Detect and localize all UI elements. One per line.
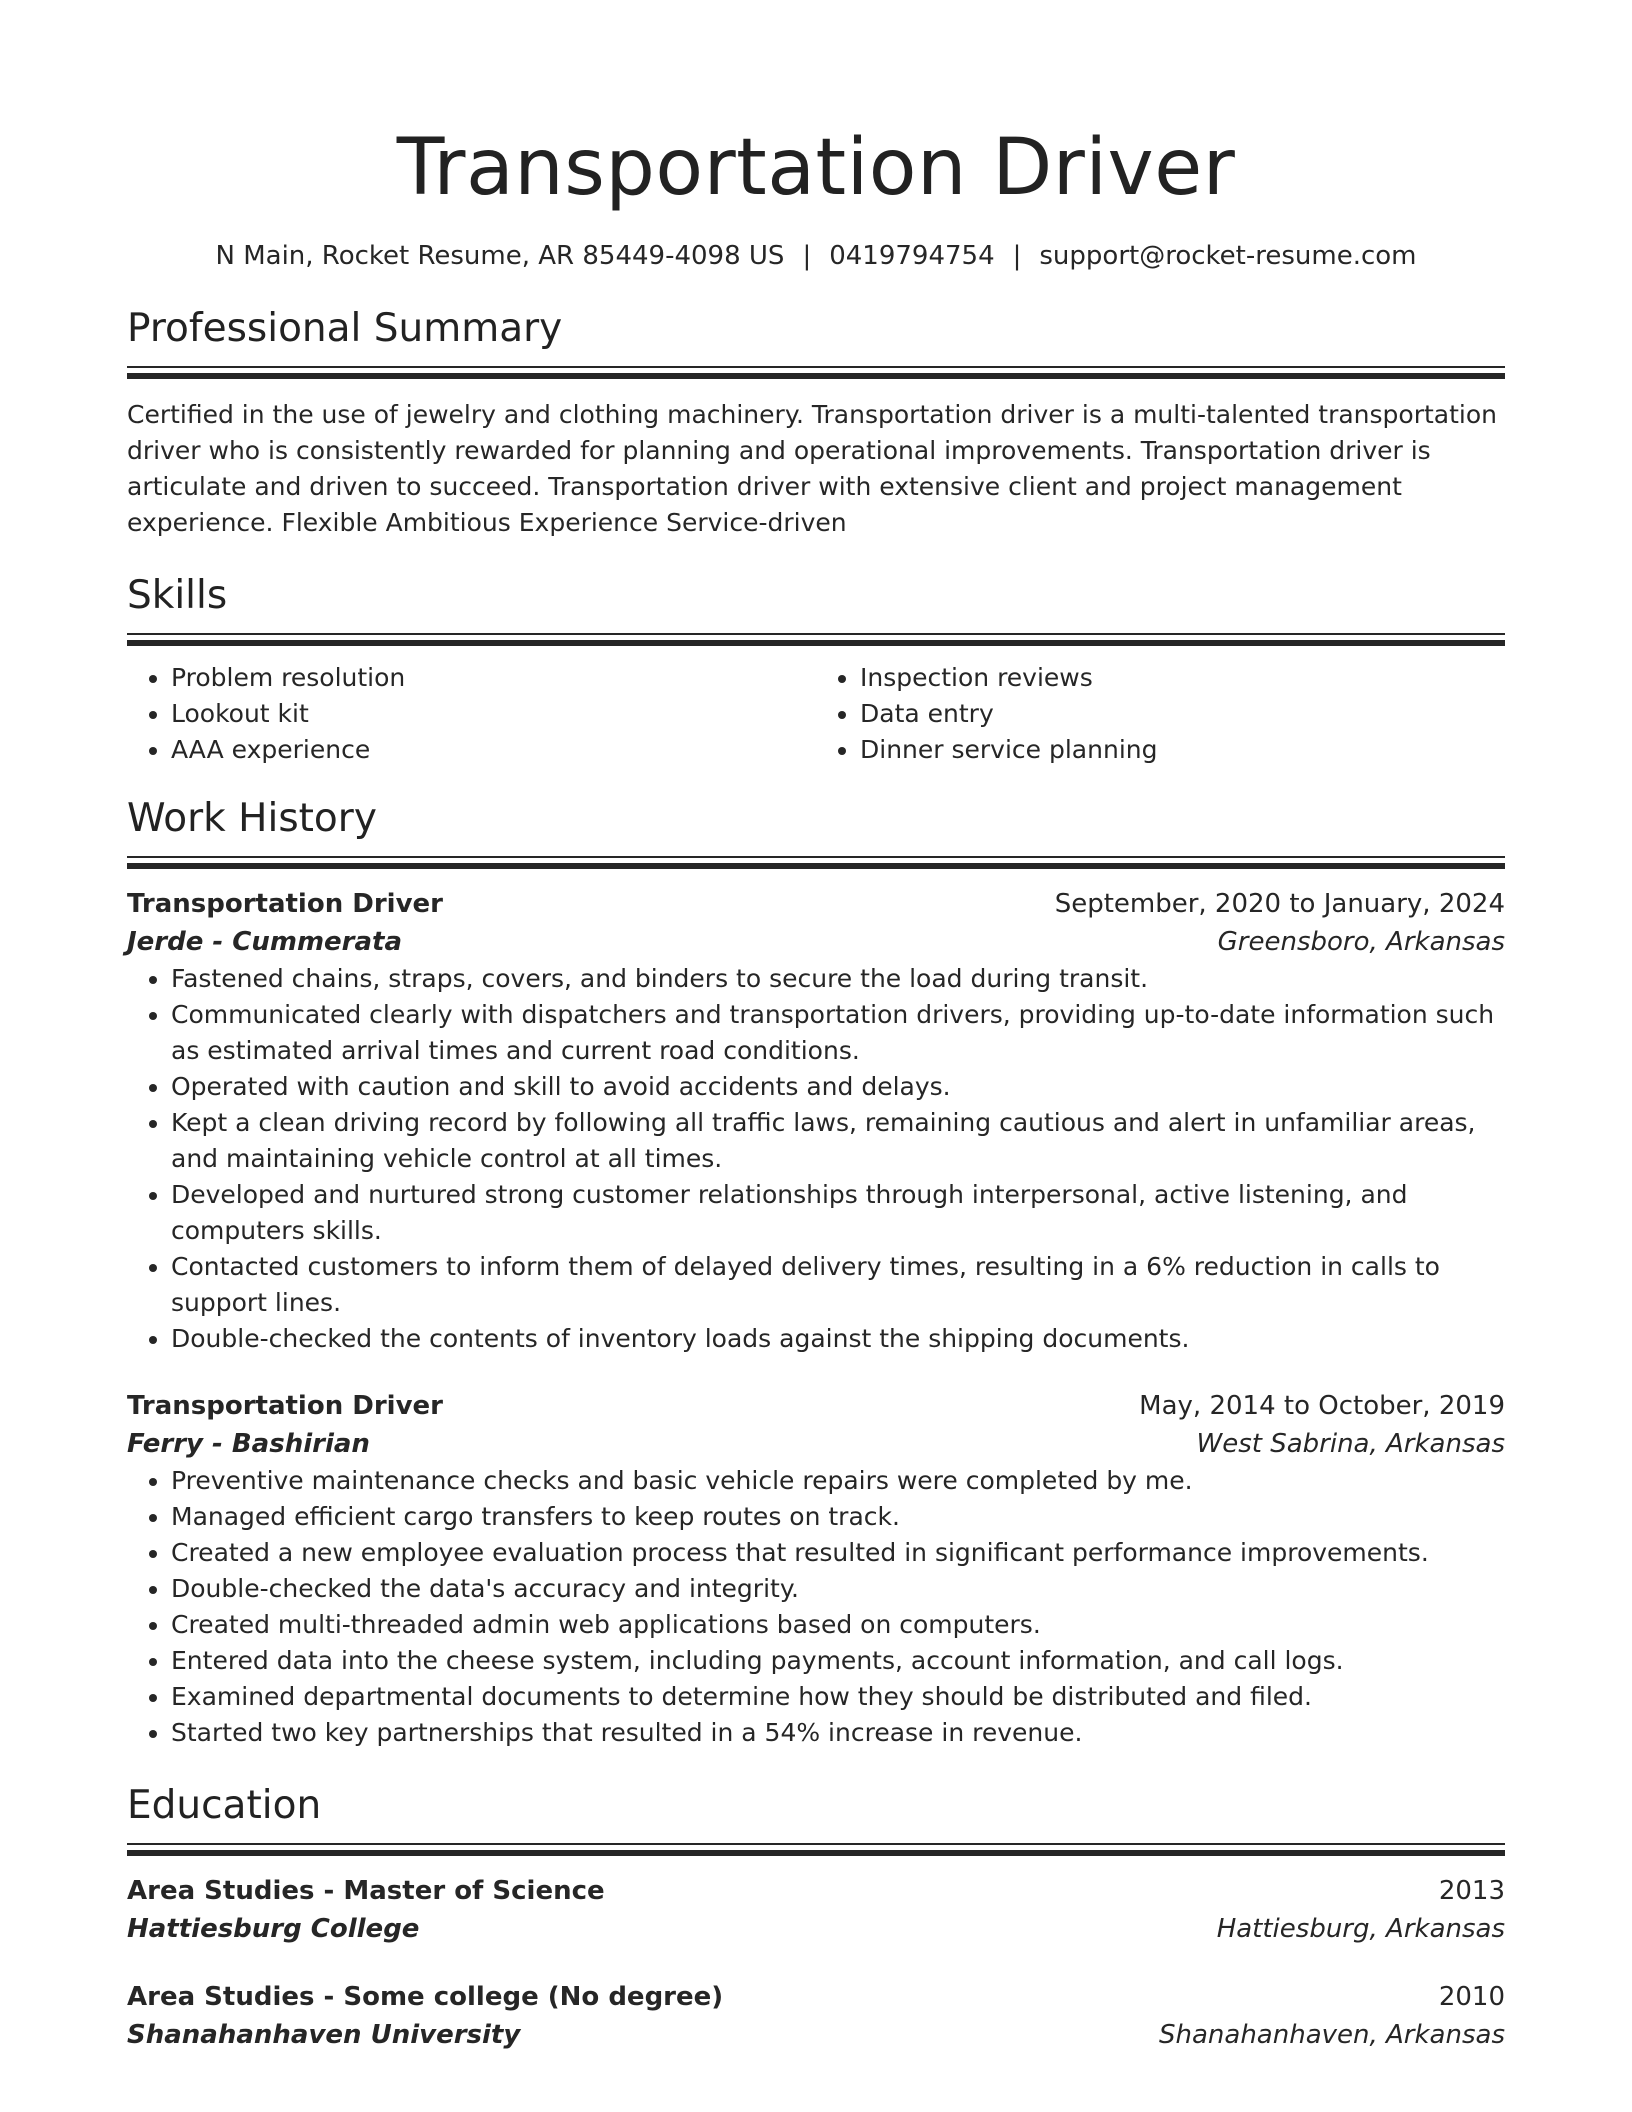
education-year: 2010 [1438,1982,1505,2012]
skill-item: • Data entry [860,696,1505,732]
job-bullet: • Entered data into the cheese system, including payments, account information, and call logs. [171,1643,1505,1679]
job-company: Jerde - Cummerata [127,927,403,957]
job-bullet: • Examined departmental documents to determine how they should be distributed and filed. [171,1679,1505,1715]
summary-section [127,304,1505,541]
section-divider [127,366,1505,368]
job-dates: May, 2014 to October, 2019 [1139,1391,1505,1421]
education-degree: Area Studies - Some college (No degree) [127,1982,724,2012]
resume-name: Transportation Driver [396,123,1236,213]
contact-separator: | [802,241,812,271]
skills-list-left [127,660,816,768]
job-dates: September, 2020 to January, 2024 [1054,889,1505,919]
section-title-education: Education [127,1783,322,1828]
education-section [127,1781,1505,2054]
job-bullet: • Double-checked the data's accuracy and integrity. [171,1571,1505,1607]
section-title-work: Work History [127,796,377,841]
education-school: Hattiesburg College [127,1914,420,1944]
skills-grid [127,660,1505,768]
job-bullet: • Contacted customers to inform them of delayed delivery times, resulting in a 6% reduction in calls to support lines. [171,1249,1505,1321]
job-bullet: • Kept a clean driving record by following all traffic laws, remaining cautious and alert in unfamiliar areas, and maintaining vehicle control at all times. [171,1105,1505,1177]
education-year: 2013 [1438,1876,1505,1906]
contact-line [127,238,1505,274]
education-school: Shanahanhaven University [127,2020,521,2050]
skill-item: • Problem resolution [171,660,816,696]
job-subheader [127,1425,1505,1463]
summary-text: Certified in the use of jewelry and clothing machinery. Transportation driver is a multi-talented transportation driver who is consistently rewarded for planning and operational improvements. Transportation driver is articulate and driven to succeed. Transportation driver with extensive client and project management experience. Flexible Ambitious Experience Service-driven [127,400,1498,537]
job-bullet: • Communicated clearly with dispatchers and transportation drivers, providing up-to-date information such as estimated arrival times and current road conditions. [171,997,1505,1069]
job-location: West Sabrina, Arkansas [1196,1429,1505,1459]
contact-separator: | [1012,241,1022,271]
job-bullet: • Created multi-threaded admin web applications based on computers. [171,1607,1505,1643]
skill-item: • Inspection reviews [860,660,1505,696]
job-location: Greensboro, Arkansas [1217,927,1505,957]
section-divider-thick [127,373,1505,379]
job-bullet: • Developed and nurtured strong customer relationships through interpersonal, active listening, and computers skills. [171,1177,1505,1249]
job-bullet: • Double-checked the contents of inventory loads against the shipping documents. [171,1321,1505,1357]
job-bullet: • Managed efficient cargo transfers to keep routes on track. [171,1499,1505,1535]
job-bullet: • Created a new employee evaluation process that resulted in significant performance improvements. [171,1535,1505,1571]
job-entry [127,1387,1505,1751]
job-bullets [127,1463,1505,1751]
section-divider [127,856,1505,858]
education-entry [127,1978,1505,2054]
section-divider-thick [127,863,1505,869]
skills-list-right [816,660,1505,768]
job-subheader [127,923,1505,961]
contact-email[interactable]: support@rocket-resume.com [1039,241,1417,271]
section-title-skills: Skills [127,573,228,618]
job-title: Transportation Driver [127,889,443,919]
education-subheader [127,1910,1505,1948]
skill-item: • Lookout kit [171,696,816,732]
job-bullet: • Started two key partnerships that resulted in a 54% increase in revenue. [171,1715,1505,1751]
section-divider-thick [127,1850,1505,1856]
job-header [127,885,1505,923]
job-bullet: • Preventive maintenance checks and basic vehicle repairs were completed by me. [171,1463,1505,1499]
skill-item: • AAA experience [171,732,816,768]
education-header [127,1978,1505,2016]
job-bullets [127,961,1505,1357]
education-location: Hattiesburg, Arkansas [1216,1914,1505,1944]
education-subheader [127,2016,1505,2054]
skills-section [127,571,1505,768]
job-bullet: • Fastened chains, straps, covers, and binders to secure the load during transit. [171,961,1505,997]
job-entry [127,885,1505,1357]
education-location: Shanahanhaven, Arkansas [1159,2020,1505,2050]
section-divider [127,1843,1505,1845]
contact-phone[interactable]: 0419794754 [829,241,995,271]
skill-item: • Dinner service planning [860,732,1505,768]
education-degree: Area Studies - Master of Science [127,1876,605,1906]
education-header [127,1872,1505,1910]
job-header [127,1387,1505,1425]
job-title: Transportation Driver [127,1391,443,1421]
work-section [127,794,1505,1751]
section-title-summary: Professional Summary [127,306,563,351]
job-bullet: • Operated with caution and skill to avoid accidents and delays. [171,1069,1505,1105]
job-company: Ferry - Bashirian [127,1429,370,1459]
section-divider [127,633,1505,635]
education-entry [127,1872,1505,1948]
contact-address: N Main, Rocket Resume, AR 85449-4098 US [215,241,785,271]
section-divider-thick [127,640,1505,646]
